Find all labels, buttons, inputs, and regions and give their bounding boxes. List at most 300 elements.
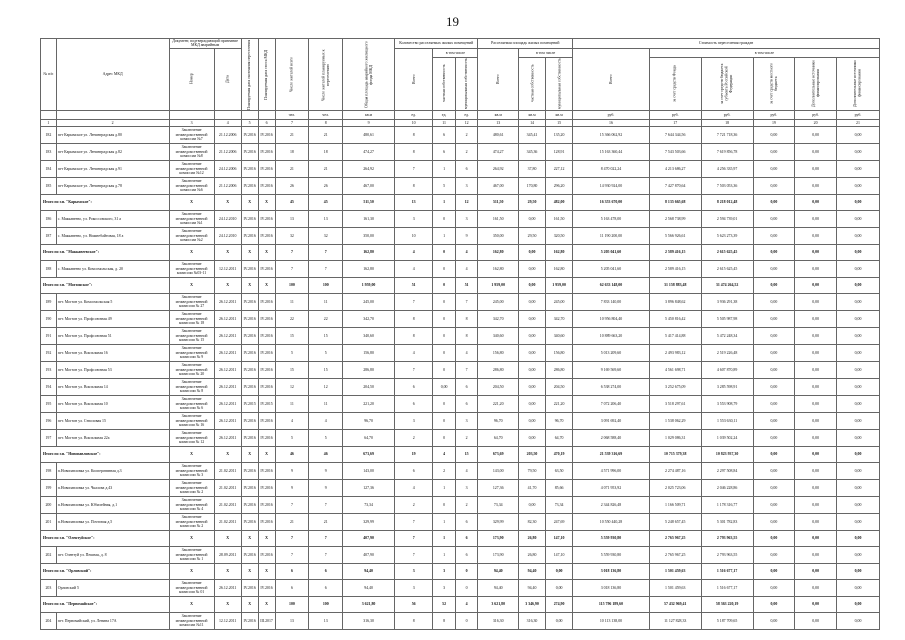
- table-cell: IV.2016: [258, 579, 275, 596]
- table-cell: 0: [433, 412, 456, 429]
- table-cell: 1 501 459,63: [649, 579, 701, 596]
- column-number: 2: [56, 119, 169, 126]
- table-cell: 316,30: [343, 612, 395, 629]
- table-cell: 156,80: [546, 344, 573, 361]
- table-cell: 94,40: [343, 579, 395, 596]
- col-count-private: частная собственность: [433, 57, 456, 110]
- table-cell: 19: [395, 446, 433, 462]
- table-cell: IV.2016: [241, 293, 258, 310]
- table-row: [41, 293, 880, 310]
- table-cell: 7: [275, 260, 309, 277]
- table-cell: 0,00: [795, 546, 837, 563]
- address-cell: пгт. Могзон ул. Профсоюзная 53: [56, 361, 169, 378]
- table-cell: 0,00: [795, 579, 837, 596]
- table-cell: X: [169, 194, 214, 210]
- col-area-private: частная собственность: [519, 57, 546, 110]
- unit-rub-5: руб.: [795, 110, 837, 119]
- table-cell: 0,00: [836, 429, 879, 446]
- table-cell: 10: [395, 227, 433, 244]
- address-cell: пгт Карымское ул. Ленинградская д.78: [56, 177, 169, 194]
- table-cell: IV.2016: [241, 579, 258, 596]
- table-cell: 0: [433, 260, 456, 277]
- table-cell: 32: [275, 227, 309, 244]
- col-count-total: Всего: [395, 48, 433, 110]
- document-cell: Заключение межведомственной комиссии № 27: [169, 293, 214, 310]
- row-number: 195: [41, 395, 57, 412]
- table-cell: 0,00: [753, 546, 795, 563]
- table-cell: 5 013 209,60: [573, 344, 650, 361]
- table-cell: 21: [309, 126, 343, 143]
- table-cell: 1 959,00: [478, 277, 519, 293]
- table-cell: 0,00: [753, 612, 795, 629]
- table-cell: 16 353 670,00: [573, 194, 650, 210]
- table-cell: 18: [309, 143, 343, 160]
- table-cell: 5 205 041,60: [573, 244, 650, 260]
- table-cell: 0,00: [519, 260, 546, 277]
- table-cell: 4: [433, 446, 456, 462]
- table-cell: 12: [455, 194, 478, 210]
- table-cell: 82,30: [519, 513, 546, 530]
- table-cell: 6: [455, 546, 478, 563]
- subtotal-label: Итого по г.п. "Новопавловское":: [41, 446, 170, 462]
- table-cell: 15: [275, 361, 309, 378]
- table-cell: 221,20: [343, 395, 395, 412]
- table-cell: X: [241, 596, 258, 612]
- table-cell: 15 163 360,44: [573, 143, 650, 160]
- table-cell: 1: [433, 513, 456, 530]
- table-cell: 21: [309, 160, 343, 177]
- table-cell: 173,90: [478, 546, 519, 563]
- table-cell: 29,50: [519, 194, 546, 210]
- table-cell: 21: [275, 513, 309, 530]
- table-cell: 0,00: [795, 446, 837, 462]
- table-cell: 64,70: [546, 429, 573, 446]
- row-number: 199: [41, 479, 57, 496]
- table-cell: X: [214, 277, 241, 293]
- column-number: 4: [214, 119, 241, 126]
- table-cell: 96,70: [546, 412, 573, 429]
- table-cell: 2 765 967,25: [649, 546, 701, 563]
- table-cell: 5: [433, 177, 456, 194]
- table-cell: 0,00: [753, 596, 795, 612]
- table-cell: 6: [455, 395, 478, 412]
- table-cell: 0,00: [795, 378, 837, 395]
- col-area-sum: Всего: [478, 48, 519, 110]
- address-cell: пгт. Могзон ул. Профсоюзная 49: [56, 310, 169, 327]
- table-row: [41, 260, 880, 277]
- subtotal-row: [41, 194, 880, 210]
- date-cell: 21.12.2006: [214, 177, 241, 194]
- table-cell: 2 274 487,16: [649, 462, 701, 479]
- table-cell: 7: [455, 293, 478, 310]
- table-cell: 467,00: [478, 177, 519, 194]
- table-cell: 10 889 663,20: [573, 327, 650, 344]
- table-cell: 3 285 598,91: [701, 378, 753, 395]
- address-cell: пгт. Могзон ул. Вокзальная 10: [56, 395, 169, 412]
- row-number: 190: [41, 310, 57, 327]
- table-cell: 26: [275, 177, 309, 194]
- table-cell: 4: [455, 462, 478, 479]
- date-cell: 21.02.2011: [214, 496, 241, 513]
- table-cell: 3 018 136,80: [573, 579, 650, 596]
- table-cell: IV.2016: [241, 496, 258, 513]
- table-cell: 1: [433, 227, 456, 244]
- table-cell: 0,00: [795, 462, 837, 479]
- table-cell: 0,00: [753, 160, 795, 177]
- table-cell: 3: [455, 479, 478, 496]
- subtotal-row: [41, 530, 880, 546]
- table-cell: X: [169, 277, 214, 293]
- table-cell: 0,00: [753, 244, 795, 260]
- table-cell: IV.2016: [258, 293, 275, 310]
- table-cell: 286,80: [478, 361, 519, 378]
- table-cell: 127,36: [343, 479, 395, 496]
- table-cell: 8: [395, 310, 433, 327]
- page-number: 19: [446, 14, 459, 29]
- table-cell: X: [169, 563, 214, 579]
- table-cell: 482,00: [546, 194, 573, 210]
- table-cell: 673,69: [478, 446, 519, 462]
- table-cell: 4: [455, 596, 478, 612]
- table-cell: 1 959,00: [343, 277, 395, 293]
- table-cell: 0,00: [753, 513, 795, 530]
- table-cell: 5 505 987,98: [701, 310, 753, 327]
- table-cell: 0,00: [836, 462, 879, 479]
- table-cell: 0: [455, 563, 478, 579]
- table-cell: 0,00: [836, 293, 879, 310]
- table-cell: 467,00: [343, 177, 395, 194]
- table-cell: 2: [395, 429, 433, 446]
- table-cell: 94,40: [478, 579, 519, 596]
- document-cell: Заключение межведомственной комиссии №12: [169, 160, 214, 177]
- row-number: 201: [41, 513, 57, 530]
- table-cell: IV.2016: [241, 126, 258, 143]
- column-number-row: [41, 119, 880, 126]
- table-cell: 316,30: [478, 612, 519, 629]
- unit-ed: ед.: [395, 110, 433, 119]
- table-cell: 0,00: [519, 344, 546, 361]
- table-cell: 1 538 062,29: [649, 412, 701, 429]
- table-cell: 470,19: [546, 446, 573, 462]
- table-cell: 2 594 739,01: [701, 210, 753, 227]
- table-cell: 15: [309, 327, 343, 344]
- table-cell: 8: [395, 327, 433, 344]
- table-cell: 2 568 738,99: [649, 210, 701, 227]
- table-cell: 0,00: [519, 378, 546, 395]
- table-body: [41, 119, 880, 629]
- table-cell: 64,70: [478, 429, 519, 446]
- column-number: 11: [433, 119, 456, 126]
- address-cell: п.Новопавловка ул. Юбилейная, д.1: [56, 496, 169, 513]
- table-cell: 7 833 140,00: [573, 293, 650, 310]
- table-cell: 26: [309, 177, 343, 194]
- table-cell: 4: [395, 260, 433, 277]
- table-cell: 0,00: [753, 293, 795, 310]
- table-cell: 0,00: [836, 612, 879, 629]
- table-cell: 1 039 502,24: [701, 429, 753, 446]
- table-cell: 7: [275, 496, 309, 513]
- table-cell: IV.2016: [241, 210, 258, 227]
- col-doc-number: Номер: [169, 48, 214, 110]
- table-cell: 5: [309, 429, 343, 446]
- row-number: 186: [41, 210, 57, 227]
- table-cell: IV.2016: [258, 361, 275, 378]
- table-cell: X: [169, 446, 214, 462]
- date-cell: 21.02.2011: [214, 462, 241, 479]
- table-cell: 2: [455, 429, 478, 446]
- table-cell: 94,40: [478, 563, 519, 579]
- table-cell: 56: [395, 596, 433, 612]
- table-cell: 0,00: [519, 293, 546, 310]
- table-cell: 13: [275, 210, 309, 227]
- address-cell: пгт Карымское ул. Ленинградская д.82: [56, 143, 169, 160]
- table-cell: 2 765 967,25: [649, 530, 701, 546]
- table-cell: 7: [395, 513, 433, 530]
- table-cell: 5 248 657,45: [649, 513, 701, 530]
- table-cell: X: [214, 194, 241, 210]
- table-cell: 474,27: [343, 143, 395, 160]
- column-number: 3: [169, 119, 214, 126]
- table-cell: 0,00: [836, 227, 879, 244]
- table-cell: 8 218 012,48: [701, 194, 753, 210]
- table-row: [41, 412, 880, 429]
- table-row: [41, 579, 880, 596]
- table-cell: 156,80: [343, 344, 395, 361]
- col-address: Адрес МКД: [56, 39, 169, 111]
- table-cell: 18: [275, 143, 309, 160]
- table-cell: 342,70: [343, 310, 395, 327]
- table-cell: IV.2016: [241, 429, 258, 446]
- table-cell: 1 029 086,31: [649, 429, 701, 446]
- table-cell: 51: [455, 277, 478, 293]
- document-cell: Заключение межведомственной комиссии № 20: [169, 361, 214, 378]
- table-cell: IV.2016: [241, 361, 258, 378]
- table-cell: 0,00: [519, 244, 546, 260]
- document-cell: Заключение межведомственной комиссии №7: [169, 126, 214, 143]
- table-cell: 2: [395, 496, 433, 513]
- table-cell: IV.2016: [241, 378, 258, 395]
- table-cell: 1: [433, 160, 456, 177]
- column-number: 5: [241, 119, 258, 126]
- row-number: 196: [41, 412, 57, 429]
- table-cell: 3 018 136,80: [573, 563, 650, 579]
- table-cell: IV.2016: [258, 378, 275, 395]
- table-cell: 11: [309, 395, 343, 412]
- table-cell: 128,91: [546, 143, 573, 160]
- row-number: 183: [41, 143, 57, 160]
- subtotal-label: Итого по г.п. "Орловский":: [41, 563, 170, 579]
- table-cell: 0,00: [795, 310, 837, 327]
- table-row: [41, 210, 880, 227]
- table-cell: 4 607 870,89: [701, 361, 753, 378]
- table-cell: 73,34: [546, 496, 573, 513]
- table-cell: IV.2016: [258, 143, 275, 160]
- table-cell: X: [241, 530, 258, 546]
- table-cell: 6: [433, 126, 456, 143]
- table-cell: 0: [433, 496, 456, 513]
- unit-sqm-2: кв.м: [478, 110, 519, 119]
- table-cell: IV.2016: [241, 513, 258, 530]
- table-cell: 673,69: [343, 446, 395, 462]
- table-cell: 2 068 588,40: [573, 429, 650, 446]
- table-cell: 15 366 062,92: [573, 126, 650, 143]
- date-cell: 12.12.2011: [214, 612, 241, 629]
- table-cell: 0,00: [836, 177, 879, 194]
- table-cell: IV.2016: [258, 546, 275, 563]
- table-cell: X: [241, 194, 258, 210]
- table-cell: X: [258, 596, 275, 612]
- table-cell: 0,00: [795, 344, 837, 361]
- table-cell: 286,80: [343, 361, 395, 378]
- table-cell: 0,00: [753, 143, 795, 160]
- col-cost-extra2: Дополнительные источники финансирования: [836, 57, 879, 110]
- table-cell: 7: [455, 361, 478, 378]
- table-header: [41, 39, 880, 120]
- table-cell: X: [169, 596, 214, 612]
- col-count-municipal: муниципальная собственность: [455, 57, 478, 110]
- column-number: 21: [836, 119, 879, 126]
- table-cell: 0,00: [546, 612, 573, 629]
- col-area-municipal: муниципальная собственность: [546, 57, 573, 110]
- table-cell: 1 501 459,63: [649, 563, 701, 579]
- col-people-planned: Число жителей планируемых к переселению: [309, 39, 343, 111]
- table-cell: IV.2016: [258, 429, 275, 446]
- table-cell: 350,00: [478, 227, 519, 244]
- table-cell: 64,70: [343, 429, 395, 446]
- table-cell: 8 470 022,24: [573, 160, 650, 177]
- col-cost-budget: за счет средств бюджета субъекта Российской Федерации: [701, 57, 753, 110]
- table-cell: 296,20: [546, 177, 573, 194]
- table-cell: 85,66: [546, 479, 573, 496]
- table-cell: 147,10: [546, 546, 573, 563]
- table-cell: 9: [309, 479, 343, 496]
- table-cell: 147,10: [546, 530, 573, 546]
- column-number: 19: [753, 119, 795, 126]
- table-cell: 0,00: [753, 327, 795, 344]
- table-cell: 4 571 996,00: [573, 462, 650, 479]
- table-cell: IV.2016: [258, 126, 275, 143]
- table-cell: 480,61: [478, 126, 519, 143]
- table-cell: 7 644 344,56: [649, 126, 701, 143]
- table-cell: 1 516 677,17: [701, 563, 753, 579]
- table-cell: 79,50: [519, 462, 546, 479]
- address-cell: пгт. Могзон ул. Профсоюзная 51: [56, 327, 169, 344]
- table-cell: X: [214, 563, 241, 579]
- table-row: [41, 143, 880, 160]
- table-cell: 3: [395, 579, 433, 596]
- table-cell: 51: [395, 277, 433, 293]
- table-cell: 46: [309, 446, 343, 462]
- table-cell: 0,00: [795, 126, 837, 143]
- table-cell: 0,00: [836, 310, 879, 327]
- unit-ed-2: ед.: [433, 110, 456, 119]
- table-cell: 0: [433, 395, 456, 412]
- table-cell: 0,00: [836, 530, 879, 546]
- address-cell: пгт. Олентуй ул. Пешная, д. 8: [56, 546, 169, 563]
- document-cell: Заключение межведомственной комиссии №11: [169, 612, 214, 629]
- table-cell: 5: [275, 344, 309, 361]
- document-cell: Заключение межведомственной комиссии № 6: [169, 395, 214, 412]
- table-cell: 1: [433, 530, 456, 546]
- date-cell: 12.12.2011: [214, 260, 241, 277]
- table-cell: 3: [395, 210, 433, 227]
- table-cell: 115 796 189,60: [573, 596, 650, 612]
- table-cell: 0,00: [546, 563, 573, 579]
- table-cell: 1 166 509,71: [649, 496, 701, 513]
- document-cell: Заключение межведомственной комиссии № 12: [169, 429, 214, 446]
- unit-rub: руб.: [573, 110, 650, 119]
- table-cell: 4: [309, 412, 343, 429]
- table-cell: 162,80: [478, 244, 519, 260]
- table-cell: 2 793 963,55: [701, 530, 753, 546]
- date-cell: 26.12.2011: [214, 361, 241, 378]
- column-number: 8: [309, 119, 343, 126]
- document-cell: Заключение межведомственной комиссии № 8: [169, 378, 214, 395]
- table-cell: 0,00: [519, 210, 546, 227]
- table-cell: 0,00: [836, 260, 879, 277]
- table-cell: IV.2016: [241, 260, 258, 277]
- subtotal-label: Итого по г.п. "Олентуйское":: [41, 530, 170, 546]
- table-cell: X: [258, 563, 275, 579]
- table-cell: 6: [309, 579, 343, 596]
- table-cell: 11 190 200,00: [573, 227, 650, 244]
- table-cell: 0,00: [795, 277, 837, 293]
- table-cell: 7 543 503,66: [649, 143, 701, 160]
- table-cell: IV.2016: [258, 412, 275, 429]
- table-cell: 0,00: [795, 210, 837, 227]
- table-cell: 2: [455, 126, 478, 143]
- table-cell: 0,00: [753, 563, 795, 579]
- table-cell: 511,50: [343, 194, 395, 210]
- col-doc-date: Дата: [214, 48, 241, 110]
- table-cell: 10 823 937,30: [701, 446, 753, 462]
- table-cell: 0: [433, 210, 456, 227]
- table-cell: 329,99: [478, 513, 519, 530]
- table-cell: 45: [309, 194, 343, 210]
- table-cell: 3 621,80: [343, 596, 395, 612]
- table-cell: 0,00: [519, 496, 546, 513]
- table-cell: 100: [275, 596, 309, 612]
- table-cell: 5 566 926,61: [649, 227, 701, 244]
- table-cell: 0,00: [753, 530, 795, 546]
- date-cell: 26.12.2011: [214, 579, 241, 596]
- address-cell: с. Маккавеево ул. Комсомольская, д. 20: [56, 260, 169, 277]
- table-cell: 31 474 264,52: [701, 277, 753, 293]
- table-row: [41, 126, 880, 143]
- table-cell: III.2017: [258, 612, 275, 629]
- date-cell: 26.12.2011: [214, 344, 241, 361]
- table-cell: 0,00: [795, 596, 837, 612]
- table-cell: 0,00: [795, 244, 837, 260]
- row-number: 204: [41, 612, 57, 629]
- table-cell: 0: [433, 277, 456, 293]
- table-cell: 2: [455, 143, 478, 160]
- table-cell: 0,00: [753, 194, 795, 210]
- table-cell: 6: [275, 563, 309, 579]
- subtotal-label: Итого по г.п. "Карымское":: [41, 194, 170, 210]
- col-idx: № п/п: [41, 39, 57, 111]
- address-cell: с. Маккавеево, ул. Нижнебайтовая, 18 а: [56, 227, 169, 244]
- table-cell: 1 959,00: [546, 277, 573, 293]
- table-cell: 0: [455, 579, 478, 596]
- address-cell: пгт. Первомайский, ул. Ленина 17А: [56, 612, 169, 629]
- table-cell: 274,90: [546, 596, 573, 612]
- date-cell: 21.02.2011: [214, 513, 241, 530]
- table-cell: 221,20: [546, 395, 573, 412]
- table-cell: X: [258, 244, 275, 260]
- table-cell: 0,00: [753, 378, 795, 395]
- table-cell: 3 896 848,62: [649, 293, 701, 310]
